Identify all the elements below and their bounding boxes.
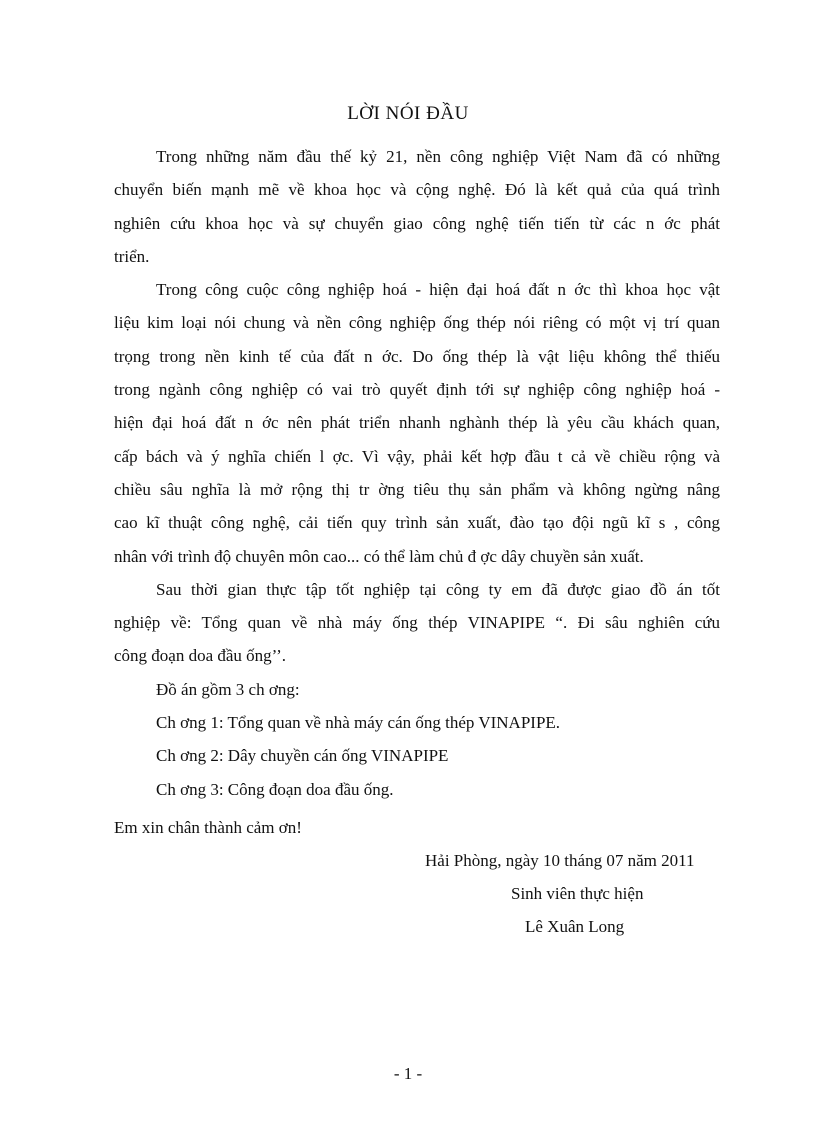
paragraph-2-line: hiện đại hoá đất n ớc nên phát triển nhanh nghành thép là yêu cầu khách quan,	[114, 413, 720, 433]
body-text	[114, 140, 720, 806]
paragraph-3	[114, 573, 720, 673]
paragraph-2-line: trong ngành công nghiệp có vai trò quyết định tới sự nghiệp công nghiệp hoá -	[114, 380, 720, 400]
place-date: Hải Phòng, ngày 10 tháng 07 năm 2011	[425, 851, 695, 870]
paragraph-2-line: cấp bách và ý nghĩa chiến l ợc. Vì vậy, phải kết hợp đầu t cả về chiều rộng và	[114, 446, 720, 466]
paragraph-1-line: Trong những năm đầu thế kỷ 21, nền công nghiệp Việt Nam đã có những	[156, 147, 720, 166]
signer-role: Sinh viên thực hiện	[511, 884, 644, 903]
page-title: LỜI NÓI ĐẦU	[347, 103, 469, 124]
paragraph-1-line: nghiên cứu khoa học và sự chuyển giao công nghệ tiến tiến từ các n ớc phát	[114, 213, 720, 233]
paragraph-1-line: chuyển biến mạnh mẽ về khoa học và cộng nghệ. Đó là kết quả của quá trình	[114, 180, 720, 200]
paragraph-3-line: nghiệp về: Tổng quan về nhà máy ống thép VINAPIPE “. Đi sâu nghiên cứu	[114, 613, 720, 633]
outline-intro: Đồ án gồm 3 ch ơng:	[156, 679, 300, 699]
paragraph-2-line: nhân với trình độ chuyên môn cao... có thể làm chủ đ ợc dây chuyền sản xuất.	[114, 546, 644, 566]
signer-name: Lê Xuân Long	[525, 917, 625, 936]
chapter-item: Ch ơng 1: Tổng quan về nhà máy cán ống thép VINAPIPE.	[156, 713, 561, 733]
paragraph-3-line: Sau thời gian thực tập tốt nghiệp tại công ty em đã được giao đồ án tốt	[156, 579, 720, 599]
paragraph-2-line: trọng trong nền kinh tế của đất n ớc. Do ống thép là vật liệu không thể thiếu	[114, 346, 720, 366]
paragraph-1	[114, 140, 720, 273]
paragraph-2-line: cao kĩ thuật công nghệ, cải tiến quy trình sản xuất, đào tạo đội ngũ kĩ s , công	[114, 513, 720, 533]
paragraph-2-line: chiều sâu nghĩa là mở rộng thị tr ờng tiêu thụ sản phẩm và không ngừng nâng	[114, 479, 720, 499]
paragraph-1-line: triển.	[114, 246, 150, 266]
page-number: - 1 -	[393, 1064, 423, 1083]
chapter-item: Ch ơng 2: Dây chuyền cán ống VINAPIPE	[156, 746, 449, 766]
thanks-line: Em xin chân thành cảm ơn!	[114, 818, 302, 837]
paragraph-3-line: công đoạn doa đầu ống’’.	[114, 646, 286, 666]
chapter-item: Ch ơng 3: Công đoạn doa đầu ống.	[156, 779, 394, 799]
paragraph-2	[114, 273, 720, 573]
paragraph-2-line: liệu kim loại nói chung và nền công nghiệp ống thép nói riêng có một vị trí quan	[114, 313, 720, 333]
paragraph-2-line: Trong công cuộc công nghiệp hoá - hiện đại hoá đất n ớc thì khoa học vật	[156, 280, 720, 300]
